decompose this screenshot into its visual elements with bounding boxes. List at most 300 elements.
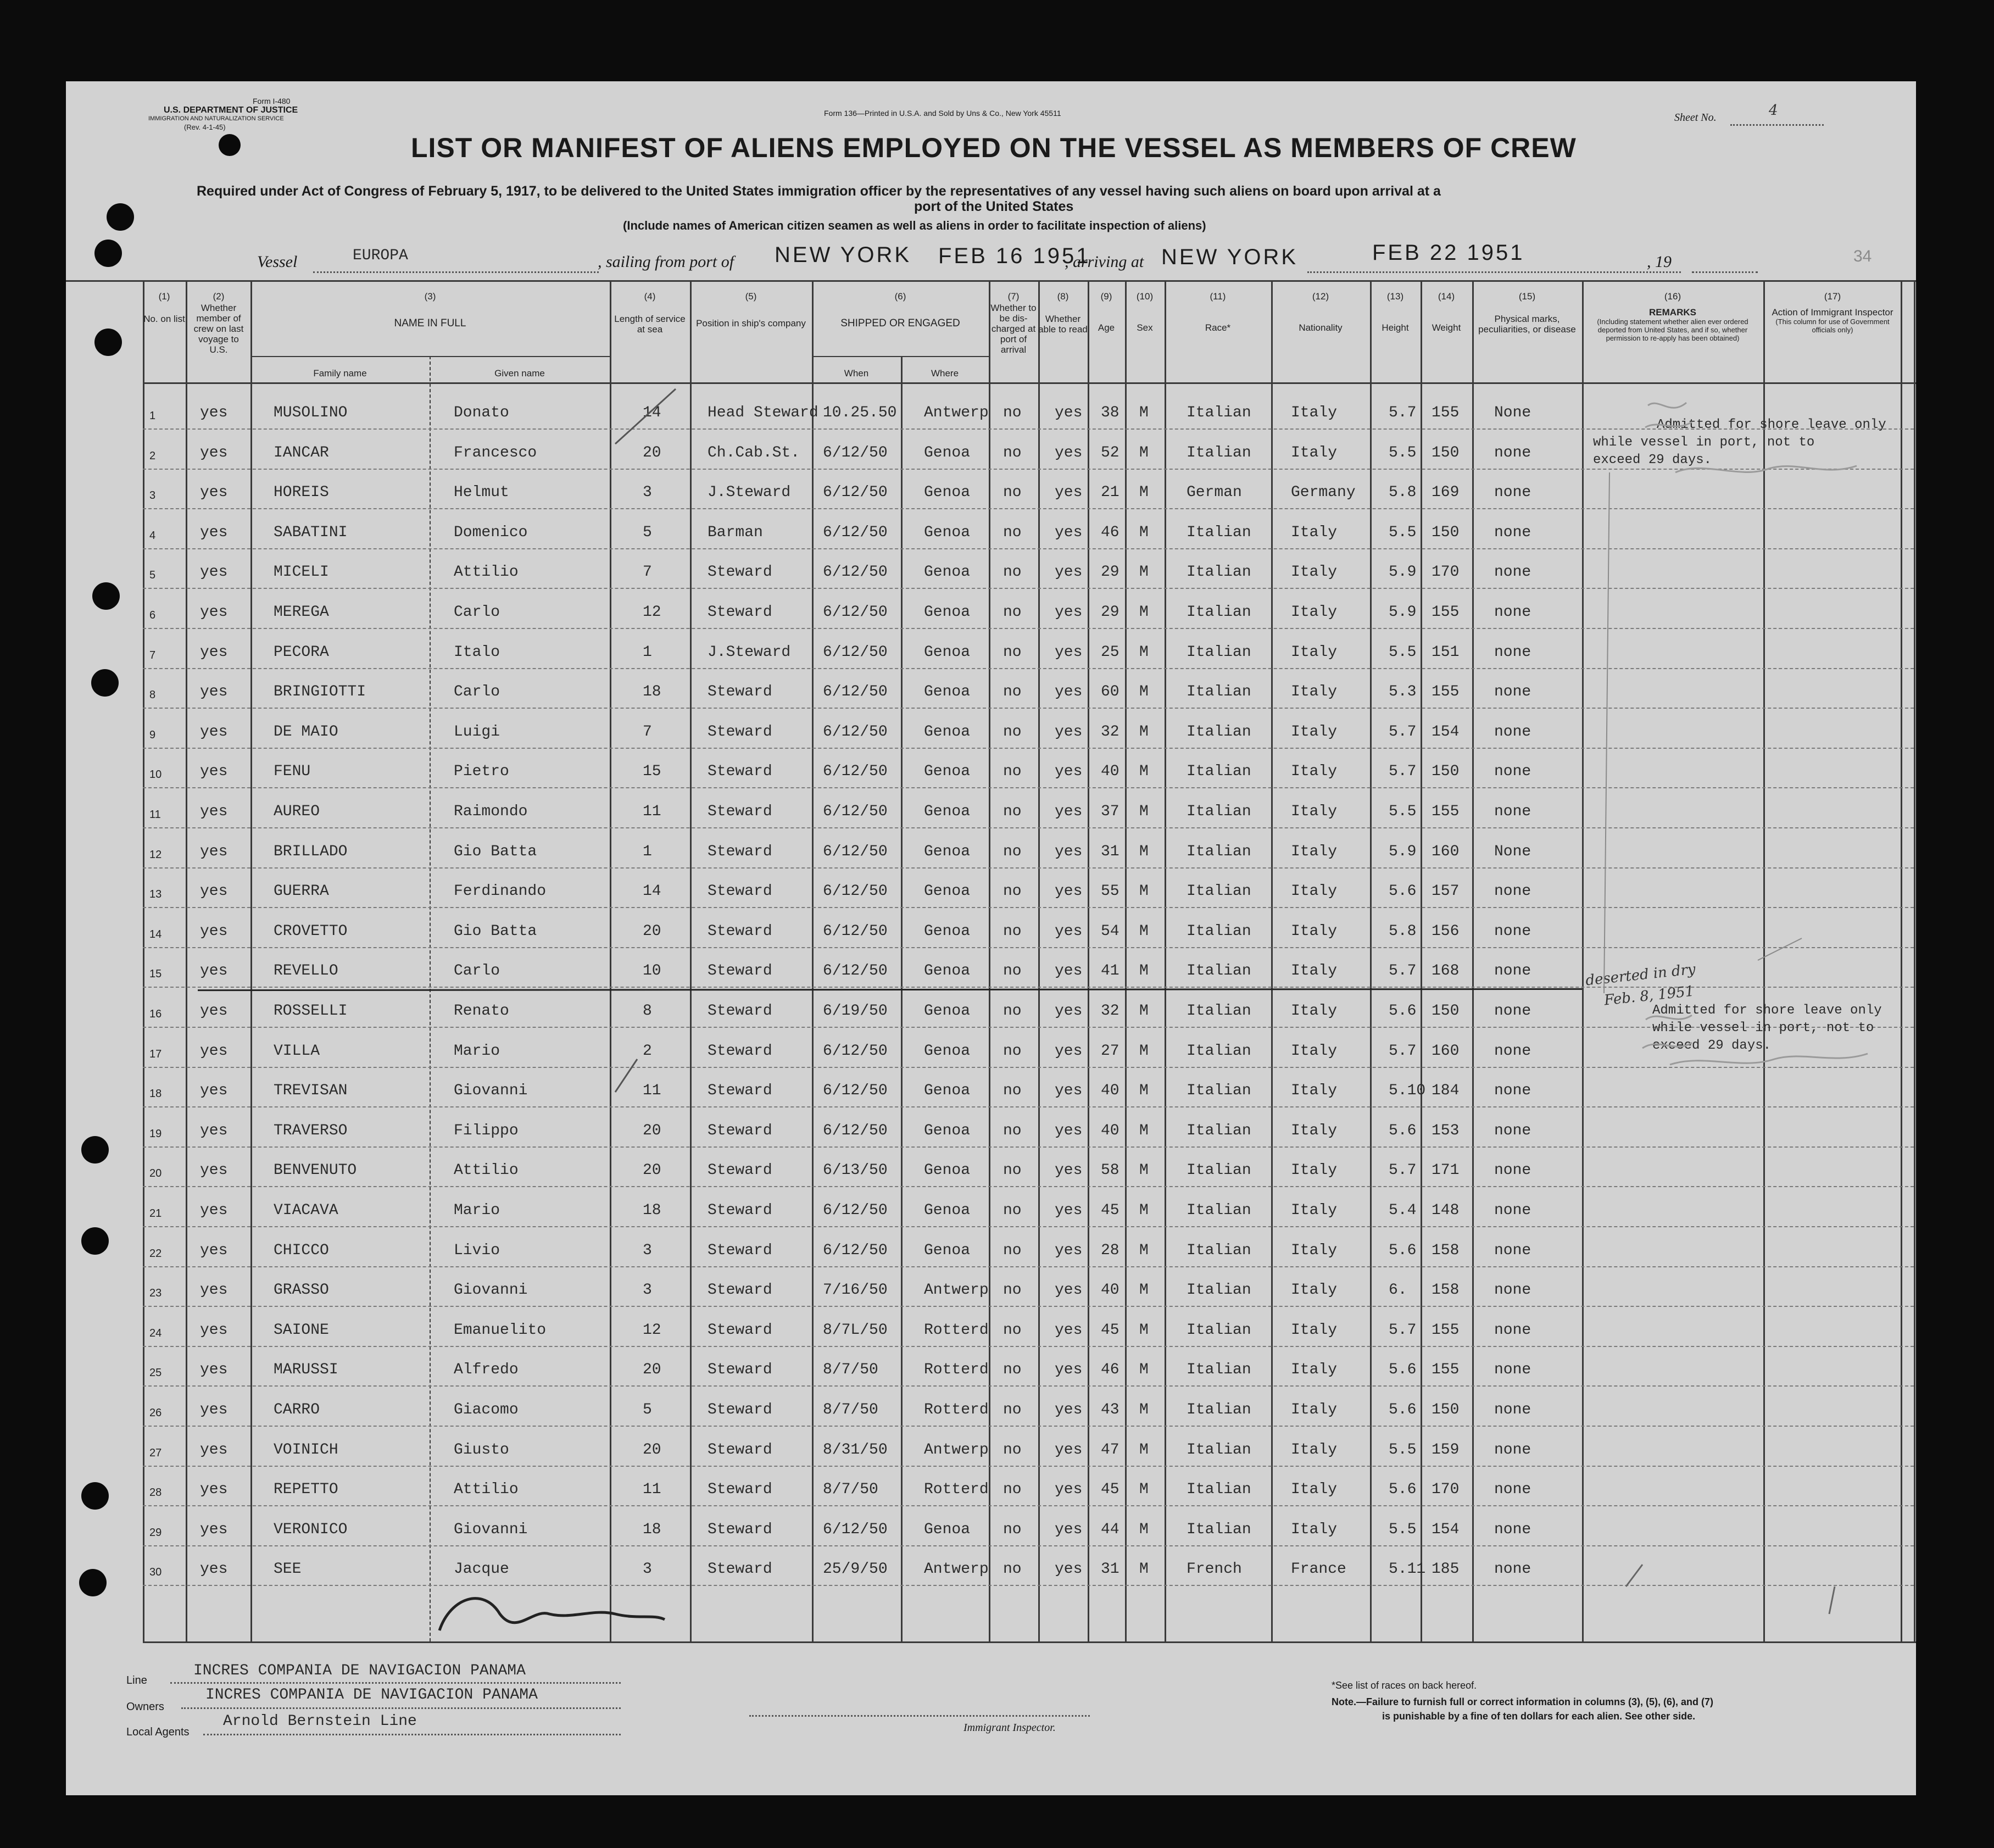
cell-age: 37 — [1101, 803, 1119, 820]
cell-when: 8/7L/50 — [823, 1321, 888, 1339]
col-16-label: REMARKS — [1649, 307, 1696, 318]
cell-where: Rotterd — [924, 1361, 989, 1379]
cell-read: yes — [1055, 1202, 1083, 1219]
cell-age: 46 — [1101, 524, 1119, 541]
cell-read: yes — [1055, 1321, 1083, 1339]
col-16-num: (16) — [1664, 291, 1681, 302]
cell-marks: none — [1494, 1242, 1531, 1259]
cell-when: 6/12/50 — [823, 1042, 888, 1060]
cell-age: 25 — [1101, 643, 1119, 661]
cell-marks: none — [1494, 803, 1531, 820]
cell-sex: M — [1139, 1202, 1149, 1219]
col-15-num: (15) — [1518, 291, 1536, 302]
cell-height: 5.7 — [1389, 962, 1417, 980]
cell-height: 5.3 — [1389, 683, 1417, 701]
cell-discharged: no — [1003, 1042, 1022, 1060]
cell-age: 52 — [1101, 444, 1119, 461]
cell-read: yes — [1055, 404, 1083, 421]
cell-service: 7 — [643, 564, 652, 581]
cell-crew: yes — [200, 604, 228, 621]
col-5-num: (5) — [745, 291, 757, 302]
cell-read: yes — [1055, 604, 1083, 621]
cell-weight: 150 — [1432, 1003, 1460, 1020]
cell-position: Steward — [708, 1321, 772, 1339]
cell-service: 1 — [643, 843, 652, 860]
cell-sex: M — [1139, 1082, 1149, 1100]
cell-service: 14 — [643, 404, 661, 421]
cell-where: Genoa — [924, 683, 971, 701]
cell-position: Steward — [708, 803, 772, 820]
cell-height: 5.11 — [1389, 1561, 1426, 1578]
cell-family: REPETTO — [274, 1481, 338, 1499]
cell-weight: 159 — [1432, 1441, 1460, 1459]
row-number: 3 — [149, 489, 156, 502]
cell-read: yes — [1055, 524, 1083, 541]
cell-height: 5.7 — [1389, 404, 1417, 421]
cell-family: VILLA — [274, 1042, 320, 1060]
cell-given: Giacomo — [454, 1401, 519, 1418]
cell-race: Italian — [1187, 883, 1251, 900]
col-3-label: NAME IN FULL — [394, 318, 466, 329]
cell-where: Genoa — [924, 843, 971, 860]
cell-weight: 160 — [1432, 1042, 1460, 1060]
cell-crew: yes — [200, 763, 228, 781]
inspector-label: Immigrant Inspector. — [963, 1722, 1056, 1734]
cell-where: Genoa — [924, 1521, 971, 1538]
cell-age: 45 — [1101, 1202, 1119, 1219]
cell-nationality: Italy — [1291, 1162, 1338, 1179]
cell-where: Genoa — [924, 524, 971, 541]
cell-age: 28 — [1101, 1242, 1119, 1259]
remarks-row-1-line-3: exceed 29 days. — [1593, 453, 1712, 467]
cell-discharged: no — [1003, 1082, 1022, 1100]
cell-nationality: Italy — [1291, 643, 1338, 661]
cell-service: 3 — [643, 1282, 652, 1299]
cell-race: Italian — [1187, 1282, 1251, 1299]
cell-crew: yes — [200, 1441, 228, 1459]
cell-discharged: no — [1003, 1401, 1022, 1418]
cell-given: Emanuelito — [454, 1321, 547, 1339]
cell-age: 40 — [1101, 1082, 1119, 1100]
cell-sex: M — [1139, 922, 1149, 940]
row-number: 6 — [149, 609, 156, 621]
cell-race: Italian — [1187, 643, 1251, 661]
row-number: 28 — [149, 1487, 162, 1499]
row-number: 16 — [149, 1008, 162, 1020]
col-13-label: Height — [1382, 322, 1409, 333]
col-16-sublabel: (Including statement whether alien ever ordered deported from United States, and if so, whether permission to re-apply has been obtained) — [1597, 318, 1748, 342]
year-label: , 19 — [1647, 253, 1672, 271]
cell-discharged: no — [1003, 843, 1022, 860]
col-3-family-header: Family name — [313, 368, 367, 378]
row-number: 10 — [149, 769, 162, 781]
cell-given: Attilio — [454, 1481, 519, 1499]
col-4-num: (4) — [644, 291, 656, 302]
cell-race: Italian — [1187, 763, 1251, 781]
row-number: 11 — [149, 809, 161, 821]
cell-when: 6/12/50 — [823, 1202, 888, 1219]
cell-service: 18 — [643, 1521, 661, 1538]
cell-where: Genoa — [924, 1122, 971, 1139]
cell-when: 7/16/50 — [823, 1282, 888, 1299]
cell-sex: M — [1139, 1401, 1149, 1418]
cell-marks: none — [1494, 564, 1531, 581]
cell-service: 5 — [643, 1401, 652, 1418]
cell-height: 5.7 — [1389, 1321, 1417, 1339]
cell-height: 5.6 — [1389, 1401, 1417, 1418]
cell-when: 6/12/50 — [823, 843, 888, 860]
cell-height: 5.9 — [1389, 564, 1417, 581]
cell-discharged: no — [1003, 1521, 1022, 1538]
cell-where: Genoa — [924, 883, 971, 900]
row-number: 7 — [149, 649, 156, 661]
cell-height: 5.6 — [1389, 1003, 1417, 1020]
cell-position: Steward — [708, 1003, 772, 1020]
cell-read: yes — [1055, 843, 1083, 860]
cell-race: Italian — [1187, 564, 1251, 581]
cell-height: 5.7 — [1389, 1162, 1417, 1179]
cell-nationality: Italy — [1291, 1122, 1338, 1139]
cell-given: Raimondo — [454, 803, 528, 820]
cell-when: 8/31/50 — [823, 1441, 888, 1459]
cell-family: MEREGA — [274, 604, 329, 621]
cell-sex: M — [1139, 683, 1149, 701]
cell-weight: 155 — [1432, 604, 1460, 621]
cell-sex: M — [1139, 1003, 1149, 1020]
cell-crew: yes — [200, 643, 228, 661]
cell-age: 55 — [1101, 883, 1119, 900]
cell-age: 29 — [1101, 564, 1119, 581]
cell-service: 1 — [643, 643, 652, 661]
cell-service: 20 — [643, 444, 661, 461]
cell-marks: none — [1494, 1003, 1531, 1020]
cell-crew: yes — [200, 564, 228, 581]
cell-read: yes — [1055, 484, 1083, 502]
cell-family: BENVENUTO — [274, 1162, 357, 1179]
cell-race: Italian — [1187, 1242, 1251, 1259]
cell-position: J.Steward — [708, 484, 791, 502]
cell-race: Italian — [1187, 1401, 1251, 1418]
cell-weight: 150 — [1432, 1401, 1460, 1418]
row-number: 9 — [149, 728, 156, 741]
cell-read: yes — [1055, 1441, 1083, 1459]
department-name: U.S. DEPARTMENT OF JUSTICE — [164, 105, 298, 115]
cell-discharged: no — [1003, 524, 1022, 541]
cell-race: French — [1187, 1561, 1242, 1578]
cell-marks: none — [1494, 1521, 1531, 1538]
remarks-row-16-line-3: exceed 29 days. — [1652, 1038, 1772, 1053]
cell-read: yes — [1055, 1282, 1083, 1299]
cell-race: Italian — [1187, 683, 1251, 701]
cell-given: Helmut — [454, 484, 509, 502]
cell-sex: M — [1139, 1042, 1149, 1060]
cell-marks: none — [1494, 1082, 1531, 1100]
col-13-num: (13) — [1386, 291, 1404, 302]
cell-when: 6/12/50 — [823, 1082, 888, 1100]
cell-family: TREVISAN — [274, 1082, 348, 1100]
cell-race: Italian — [1187, 1521, 1251, 1538]
cell-race: Italian — [1187, 1042, 1251, 1060]
cell-race: Italian — [1187, 524, 1251, 541]
cell-age: 44 — [1101, 1521, 1119, 1538]
arriving-date: FEB 22 1951 — [1372, 241, 1525, 265]
cell-sex: M — [1139, 1242, 1149, 1259]
col-7-label: Whether to be dis-charged at port of arrival — [990, 303, 1037, 355]
cell-family: FENU — [274, 763, 311, 781]
cell-weight: 154 — [1432, 723, 1460, 741]
cell-race: Italian — [1187, 922, 1251, 940]
cell-discharged: no — [1003, 962, 1022, 980]
cell-nationality: Italy — [1291, 604, 1338, 621]
cell-weight: 153 — [1432, 1122, 1460, 1139]
form-revision: (Rev. 4-1-45) — [184, 123, 226, 131]
cell-marks: none — [1494, 683, 1531, 701]
cell-age: 21 — [1101, 484, 1119, 502]
cell-crew: yes — [200, 803, 228, 820]
cell-where: Rotterd — [924, 1481, 989, 1499]
cell-height: 5.6 — [1389, 1122, 1417, 1139]
cell-when: 6/12/50 — [823, 564, 888, 581]
cell-when: 6/12/50 — [823, 763, 888, 781]
cell-marks: none — [1494, 1361, 1531, 1379]
row-number: 13 — [149, 888, 162, 901]
cell-position: Steward — [708, 1401, 772, 1418]
cell-weight: 150 — [1432, 763, 1460, 781]
cell-position: Steward — [708, 962, 772, 980]
cell-where: Genoa — [924, 763, 971, 781]
pencil-annotations — [66, 81, 1916, 1795]
cell-sex: M — [1139, 1441, 1149, 1459]
cell-when: 6/12/50 — [823, 1521, 888, 1538]
cell-family: CHICCO — [274, 1242, 329, 1259]
cell-where: Genoa — [924, 1162, 971, 1179]
cell-given: Pietro — [454, 763, 509, 781]
cell-sex: M — [1139, 1361, 1149, 1379]
sailing-date: FEB 16 1951 — [938, 244, 1091, 268]
cell-nationality: Italy — [1291, 1202, 1338, 1219]
cell-position: Steward — [708, 1202, 772, 1219]
cell-when: 6/13/50 — [823, 1162, 888, 1179]
cell-nationality: Italy — [1291, 1321, 1338, 1339]
cell-weight: 148 — [1432, 1202, 1460, 1219]
cell-given: Jacque — [454, 1561, 509, 1578]
cell-marks: none — [1494, 922, 1531, 940]
form-number: Form I-480 — [253, 97, 291, 105]
cell-marks: none — [1494, 444, 1531, 461]
cell-read: yes — [1055, 1242, 1083, 1259]
cell-service: 20 — [643, 1122, 661, 1139]
cell-service: 8 — [643, 1003, 652, 1020]
cell-service: 14 — [643, 883, 661, 900]
cell-family: ROSSELLI — [274, 1003, 348, 1020]
cell-position: Steward — [708, 604, 772, 621]
cell-service: 20 — [643, 1162, 661, 1179]
cell-weight: 155 — [1432, 803, 1460, 820]
sheet-label: Sheet No. — [1674, 112, 1717, 124]
cell-weight: 158 — [1432, 1282, 1460, 1299]
cell-read: yes — [1055, 1401, 1083, 1418]
cell-sex: M — [1139, 803, 1149, 820]
cell-read: yes — [1055, 962, 1083, 980]
cell-race: Italian — [1187, 1003, 1251, 1020]
cell-given: Luigi — [454, 723, 500, 741]
remarks-row-1-line-2: while vessel in port, not to — [1593, 435, 1815, 450]
cell-discharged: no — [1003, 1202, 1022, 1219]
cell-sex: M — [1139, 1481, 1149, 1499]
col-10-label: Sex — [1137, 322, 1153, 333]
cell-discharged: no — [1003, 1003, 1022, 1020]
cell-marks: none — [1494, 604, 1531, 621]
cell-given: Attilio — [454, 564, 519, 581]
cell-height: 5.5 — [1389, 524, 1417, 541]
col-12-label: Nationality — [1299, 322, 1343, 333]
cell-sex: M — [1139, 763, 1149, 781]
cell-read: yes — [1055, 803, 1083, 820]
cell-nationality: Italy — [1291, 803, 1338, 820]
cell-nationality: Italy — [1291, 1361, 1338, 1379]
cell-height: 5.7 — [1389, 763, 1417, 781]
cell-service: 18 — [643, 1202, 661, 1219]
col-10-num: (10) — [1136, 291, 1154, 302]
arriving-port: NEW YORK — [1161, 245, 1299, 269]
cell-weight: 185 — [1432, 1561, 1460, 1578]
cell-where: Rotterd — [924, 1401, 989, 1418]
col-2-num: (2) — [213, 291, 225, 302]
col-8-label: Whether able to read — [1038, 314, 1088, 335]
cell-height: 5.5 — [1389, 1441, 1417, 1459]
cell-nationality: Germany — [1291, 484, 1356, 502]
cell-position: Steward — [708, 1561, 772, 1578]
cell-crew: yes — [200, 1282, 228, 1299]
row-number: 22 — [149, 1247, 162, 1260]
cell-service: 10 — [643, 962, 661, 980]
cell-position: Steward — [708, 922, 772, 940]
cell-read: yes — [1055, 1122, 1083, 1139]
col-1-num: (1) — [158, 291, 170, 302]
col-4-label: Length of service at sea — [614, 314, 686, 335]
cell-weight: 184 — [1432, 1082, 1460, 1100]
cell-when: 6/12/50 — [823, 643, 888, 661]
cell-age: 29 — [1101, 604, 1119, 621]
col-9-num: (9) — [1100, 291, 1112, 302]
cell-crew: yes — [200, 1521, 228, 1538]
cell-nationality: Italy — [1291, 1082, 1338, 1100]
cell-height: 5.10 — [1389, 1082, 1426, 1100]
cell-read: yes — [1055, 1561, 1083, 1578]
cell-marks: none — [1494, 1401, 1531, 1418]
cell-age: 45 — [1101, 1321, 1119, 1339]
cell-age: 58 — [1101, 1162, 1119, 1179]
cell-weight: 155 — [1432, 404, 1460, 421]
subtitle-line-1: Required under Act of Congress of February 5, 1917, to be delivered to the United States immigration officer by the representatives of any vessel having such aliens on board upon arrival at a — [197, 183, 1441, 199]
cell-position: Steward — [708, 843, 772, 860]
cell-age: 46 — [1101, 1361, 1119, 1379]
cell-weight: 154 — [1432, 1521, 1460, 1538]
cell-when: 6/19/50 — [823, 1003, 888, 1020]
races-note: *See list of races on back hereof. — [1332, 1680, 1477, 1691]
cell-where: Antwerp — [924, 1441, 989, 1459]
col-5-label: Position in ship's company — [696, 318, 806, 329]
cell-given: Renato — [454, 1003, 509, 1020]
cell-age: 60 — [1101, 683, 1119, 701]
cell-family: REVELLO — [274, 962, 338, 980]
cell-read: yes — [1055, 1481, 1083, 1499]
cell-family: MARUSSI — [274, 1361, 338, 1379]
cell-family: HOREIS — [274, 484, 329, 502]
cell-height: 5.7 — [1389, 1042, 1417, 1060]
cell-age: 43 — [1101, 1401, 1119, 1418]
cell-height: 5.8 — [1389, 922, 1417, 940]
inspector-signature-line — [749, 1715, 1090, 1717]
cell-sex: M — [1139, 1282, 1149, 1299]
row-number: 24 — [149, 1327, 162, 1339]
penalty-note-line-2: is punishable by a fine of ten dollars for each alien. See other side. — [1382, 1711, 1696, 1722]
cell-age: 40 — [1101, 1282, 1119, 1299]
cell-service: 7 — [643, 723, 652, 741]
cell-read: yes — [1055, 1521, 1083, 1538]
cell-sex: M — [1139, 1521, 1149, 1538]
cell-family: GRASSO — [274, 1282, 329, 1299]
cell-age: 27 — [1101, 1042, 1119, 1060]
subtitle-line-3: (Include names of American citizen seamen as well as aliens in order to facilitate inspection of aliens) — [623, 219, 1206, 232]
cell-crew: yes — [200, 883, 228, 900]
col-12-num: (12) — [1312, 291, 1329, 302]
cell-discharged: no — [1003, 1321, 1022, 1339]
cell-weight: 171 — [1432, 1162, 1460, 1179]
cell-position: Steward — [708, 1122, 772, 1139]
cell-crew: yes — [200, 444, 228, 461]
cell-marks: none — [1494, 1481, 1531, 1499]
cell-position: Head Steward — [708, 404, 818, 421]
owners-value: INCRES COMPANIA DE NAVIGACION PANAMA — [205, 1686, 538, 1704]
remarks-row-1-line-1: Admitted for shore leave only — [1657, 418, 1886, 432]
cell-read: yes — [1055, 883, 1083, 900]
cell-family: CROVETTO — [274, 922, 348, 940]
cell-age: 54 — [1101, 922, 1119, 940]
cell-when: 8/7/50 — [823, 1361, 878, 1379]
row-number: 8 — [149, 689, 156, 702]
cell-nationality: Italy — [1291, 1003, 1338, 1020]
cell-service: 11 — [643, 1082, 661, 1100]
cell-height: 5.5 — [1389, 1521, 1417, 1538]
cell-nationality: Italy — [1291, 524, 1338, 541]
col-1-label: No. on list — [143, 314, 185, 324]
cell-weight: 169 — [1432, 484, 1460, 502]
col-6-when-header: When — [844, 368, 869, 378]
owners-value-line — [181, 1707, 621, 1709]
cell-family: IANCAR — [274, 444, 329, 461]
cell-when: 6/12/50 — [823, 484, 888, 502]
cell-where: Genoa — [924, 723, 971, 741]
cell-marks: none — [1494, 643, 1531, 661]
cell-where: Antwerp — [924, 1561, 989, 1578]
cell-race: Italian — [1187, 1321, 1251, 1339]
cell-nationality: Italy — [1291, 843, 1338, 860]
col-14-num: (14) — [1438, 291, 1455, 302]
cell-nationality: Italy — [1291, 564, 1338, 581]
cell-race: Italian — [1187, 404, 1251, 421]
cell-crew: yes — [200, 723, 228, 741]
cell-given: Giovanni — [454, 1282, 528, 1299]
cell-crew: yes — [200, 1561, 228, 1578]
cell-height: 5.8 — [1389, 484, 1417, 502]
cell-when: 6/12/50 — [823, 444, 888, 461]
cell-discharged: no — [1003, 723, 1022, 741]
cell-height: 5.9 — [1389, 604, 1417, 621]
cell-weight: 160 — [1432, 843, 1460, 860]
cell-race: Italian — [1187, 962, 1251, 980]
cell-family: SAIONE — [274, 1321, 329, 1339]
